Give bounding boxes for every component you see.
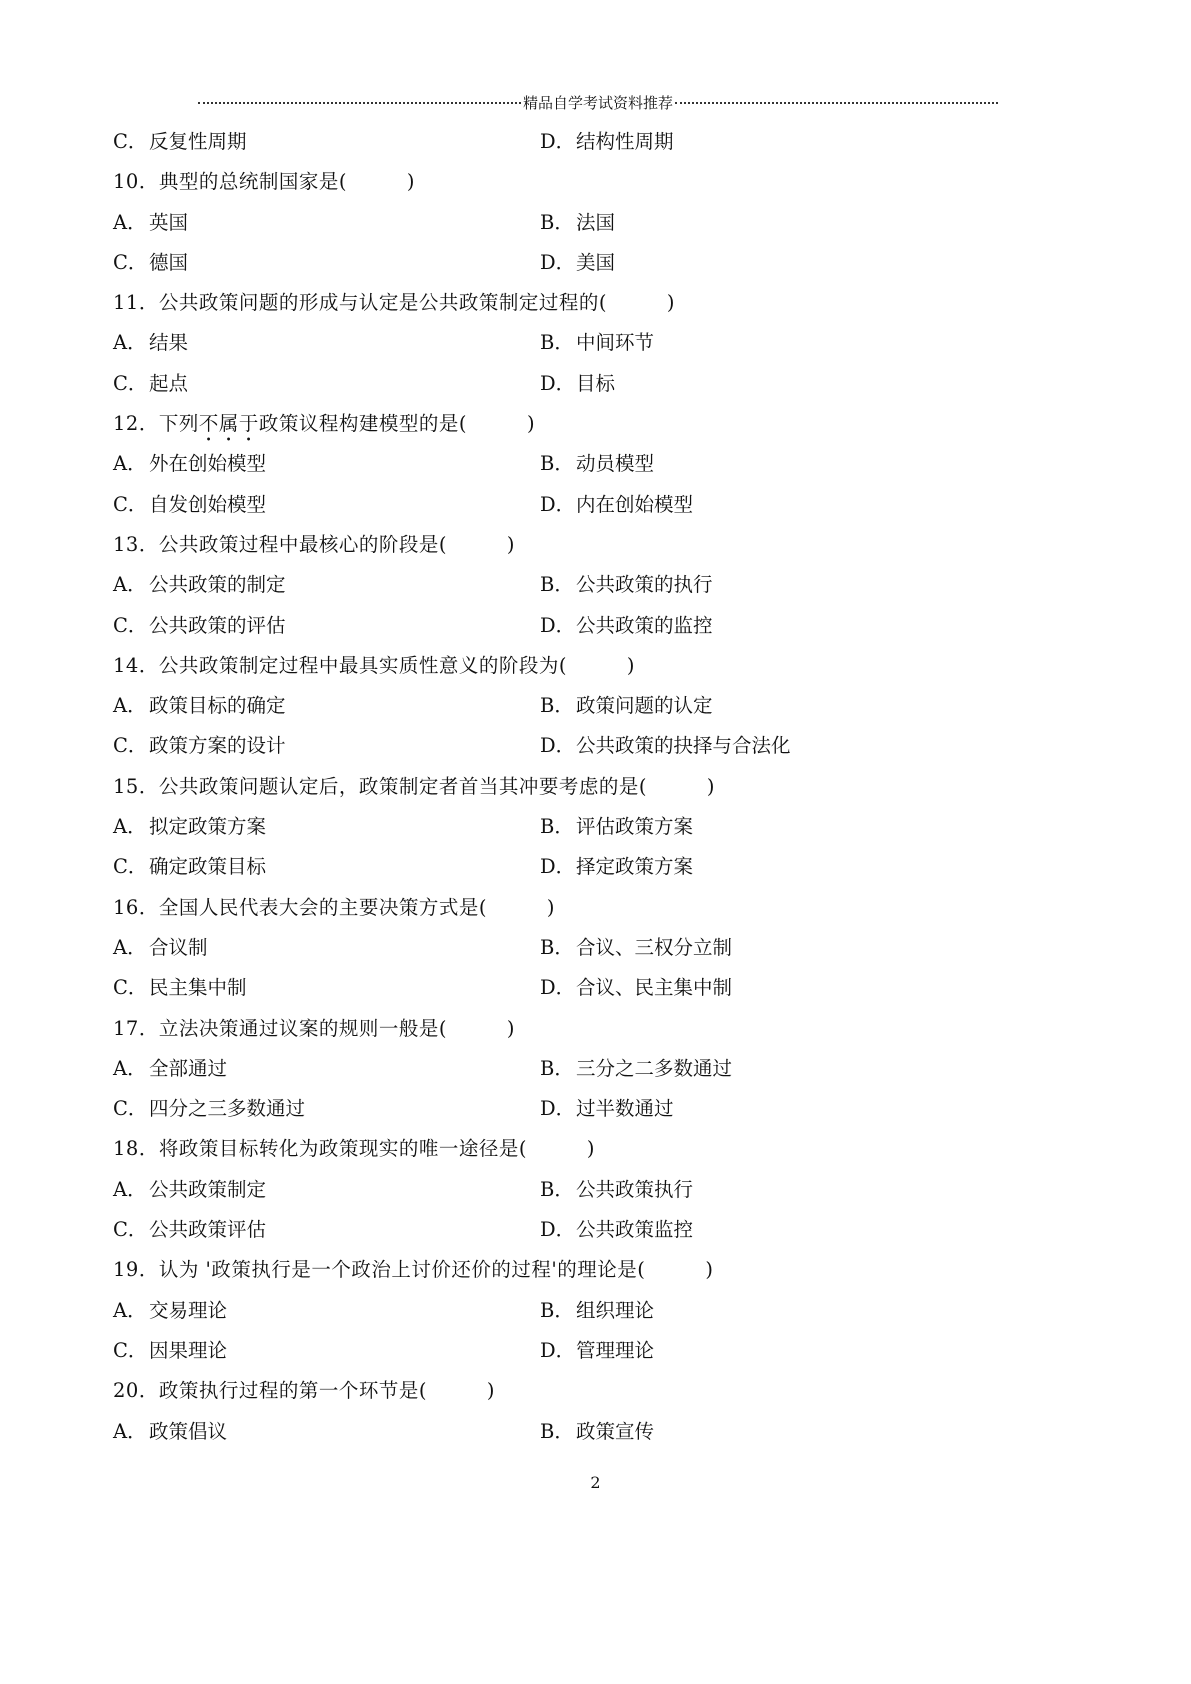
page-number: 2 (590, 1473, 601, 1492)
option-text: 管理理论 (576, 1338, 655, 1362)
option-letter: C． (113, 130, 148, 153)
option-left (113, 1331, 227, 1371)
question-row (113, 767, 1073, 807)
option-text: 结构性周期 (576, 130, 674, 153)
question-text: 将政策目标转化为政策现实的唯一途径是( ) (158, 1137, 596, 1161)
option-text: 交易理论 (149, 1298, 228, 1322)
question-row (113, 1371, 1073, 1411)
option-letter: B． (540, 573, 574, 597)
option-left (113, 323, 188, 363)
question-text: 立法决策通过议案的规则一般是( ) (158, 1016, 516, 1040)
question-number: 14． (113, 653, 159, 677)
option-letter: B． (540, 935, 574, 959)
option-row (113, 364, 1073, 404)
option-letter: C． (113, 613, 148, 637)
option-left (113, 444, 266, 484)
option-row (113, 243, 1073, 283)
option-letter: D． (540, 1097, 576, 1121)
option-left (113, 122, 247, 162)
option-left (113, 1049, 227, 1089)
question-number: 12． (113, 412, 159, 436)
option-letter: B． (540, 1419, 574, 1443)
option-letter: A． (113, 210, 147, 234)
option-right (540, 364, 615, 404)
option-letter: C． (113, 250, 148, 274)
question-text: 公共政策问题认定后，政策制定者首当其冲要考虑的是( ) (158, 774, 716, 798)
question-row (113, 162, 1073, 202)
option-left (113, 203, 188, 243)
question-text-pre: 下列 (158, 412, 199, 436)
option-letter: D． (540, 492, 576, 516)
option-text: 法国 (576, 210, 616, 234)
option-left (113, 968, 247, 1008)
option-right (540, 323, 654, 363)
option-text: 英国 (149, 210, 189, 234)
question-number: 19． (113, 1258, 159, 1282)
option-text: 合议、三权分立制 (576, 935, 733, 959)
option-row (113, 1210, 1073, 1250)
option-left (113, 1210, 266, 1250)
option-right (540, 1210, 693, 1250)
option-right (540, 565, 713, 605)
option-letter: B． (540, 815, 574, 839)
option-text: 政策宣传 (576, 1419, 655, 1443)
option-text: 民主集中制 (149, 976, 247, 1000)
option-right (540, 1170, 693, 1210)
question-number: 18． (113, 1137, 159, 1161)
option-row (113, 485, 1073, 525)
option-row (113, 807, 1073, 847)
option-right (540, 686, 713, 726)
option-letter: C． (113, 1218, 148, 1242)
option-letter: D． (540, 734, 576, 758)
option-text: 择定政策方案 (576, 855, 694, 879)
option-text: 美国 (576, 250, 616, 274)
option-text: 公共政策评估 (149, 1218, 267, 1242)
option-right (540, 1412, 654, 1452)
option-row (113, 847, 1073, 887)
option-text: 公共政策监控 (576, 1218, 694, 1242)
option-text: 评估政策方案 (576, 815, 694, 839)
option-text: 政策倡议 (149, 1419, 228, 1443)
option-right (540, 726, 791, 766)
option-letter: C． (113, 492, 148, 516)
option-row (113, 565, 1073, 605)
option-letter: B． (540, 331, 574, 355)
option-letter: B． (540, 1177, 574, 1201)
option-letter: D． (540, 613, 576, 637)
question-row (113, 404, 1073, 444)
option-letter: C． (113, 976, 148, 1000)
option-letter: A． (113, 573, 147, 597)
question-number: 11． (113, 291, 159, 315)
option-text: 德国 (149, 250, 189, 274)
option-right (540, 203, 615, 243)
question-list (113, 122, 1073, 1452)
option-letter: A． (113, 935, 147, 959)
option-row (113, 1049, 1073, 1089)
option-letter: B． (540, 210, 574, 234)
option-letter: A． (113, 1177, 147, 1201)
question-text: 全国人民代表大会的主要决策方式是( ) (158, 895, 556, 919)
option-text: 合议制 (149, 935, 208, 959)
option-text: 公共政策的抉择与合法化 (576, 734, 791, 758)
question-row (113, 1009, 1073, 1049)
question-number: 13． (113, 532, 159, 556)
question-text: 典型的总统制国家是( ) (158, 170, 416, 194)
option-text: 内在创始模型 (576, 492, 694, 516)
option-letter: A． (113, 1419, 147, 1443)
option-text: 三分之二多数通过 (576, 1056, 733, 1080)
question-text: 公共政策问题的形成与认定是公共政策制定过程的( ) (158, 291, 676, 315)
option-letter: A． (113, 452, 147, 476)
question-text: 政策执行过程的第一个环节是( ) (158, 1379, 496, 1403)
option-text: 全部通过 (149, 1056, 228, 1080)
option-text: 公共政策执行 (576, 1177, 694, 1201)
option-letter: D． (540, 371, 576, 395)
option-left (113, 686, 286, 726)
option-letter: D． (540, 250, 576, 274)
option-text: 反复性周期 (149, 130, 247, 153)
question-row (113, 525, 1073, 565)
option-text: 公共政策制定 (149, 1177, 267, 1201)
option-letter: A． (113, 331, 147, 355)
option-right (540, 606, 713, 646)
option-text: 公共政策的制定 (149, 573, 286, 597)
option-text: 起点 (149, 371, 189, 395)
question-number: 20． (113, 1379, 159, 1403)
option-right (540, 243, 615, 283)
option-right (540, 444, 654, 484)
option-row (113, 203, 1073, 243)
page-header (198, 90, 998, 114)
option-left (113, 1089, 305, 1129)
question-text: 认为 '政策执行是一个政治上讨价还价的过程'的理论是( ) (158, 1258, 714, 1282)
option-letter: D． (540, 855, 576, 879)
option-text: 中间环节 (576, 331, 655, 355)
question-row (113, 888, 1073, 928)
option-row (113, 444, 1073, 484)
option-row (113, 606, 1073, 646)
option-text: 动员模型 (576, 452, 655, 476)
question-number: 16． (113, 895, 159, 919)
question-row (113, 646, 1073, 686)
option-row (113, 1170, 1073, 1210)
question-text: 公共政策过程中最核心的阶段是( ) (158, 532, 516, 556)
option-letter: B． (540, 452, 574, 476)
option-left (113, 565, 286, 605)
option-row (113, 928, 1073, 968)
option-text: 过半数通过 (576, 1097, 674, 1121)
option-right (540, 1089, 674, 1129)
question-number: 15． (113, 774, 159, 798)
option-right (540, 1331, 654, 1371)
question-number: 17． (113, 1016, 159, 1040)
option-right (540, 928, 732, 968)
option-left (113, 1412, 227, 1452)
option-row (113, 1331, 1073, 1371)
option-row (113, 1412, 1073, 1452)
option-letter: C． (113, 734, 148, 758)
option-row (113, 323, 1073, 363)
option-text: 政策问题的认定 (576, 694, 713, 718)
option-right (540, 1291, 654, 1331)
header-dots-right (675, 102, 998, 104)
question-row (113, 1129, 1073, 1169)
option-letter: C． (113, 371, 148, 395)
option-right (540, 122, 674, 162)
question-row (113, 1250, 1073, 1290)
option-text: 组织理论 (576, 1298, 655, 1322)
option-letter: C． (113, 1097, 148, 1121)
option-letter: A． (113, 1298, 147, 1322)
option-text: 政策目标的确定 (149, 694, 286, 718)
option-left (113, 928, 208, 968)
header-dots-left (198, 102, 521, 104)
option-text: 四分之三多数通过 (149, 1097, 306, 1121)
question-number: 10． (113, 170, 159, 194)
option-row (113, 1089, 1073, 1129)
option-left (113, 1291, 227, 1331)
option-left (113, 485, 266, 525)
option-text: 公共政策的监控 (576, 613, 713, 637)
option-row (113, 1291, 1073, 1331)
option-text: 公共政策的执行 (576, 573, 713, 597)
header-title: 精品自学考试资料推荐 (523, 93, 674, 112)
option-text: 拟定政策方案 (149, 815, 267, 839)
option-left (113, 364, 188, 404)
option-letter: D． (540, 130, 576, 153)
option-text: 结果 (149, 331, 189, 355)
option-text: 确定政策目标 (149, 855, 267, 879)
option-row (113, 686, 1073, 726)
option-text: 外在创始模型 (149, 452, 267, 476)
question-text-emphasis: 不属于 (198, 412, 259, 436)
option-left (113, 807, 266, 847)
option-text: 政策方案的设计 (149, 734, 286, 758)
option-row (113, 968, 1073, 1008)
option-left (113, 726, 286, 766)
option-letter: C． (113, 855, 148, 879)
option-text: 公共政策的评估 (149, 613, 286, 637)
question-text: 公共政策制定过程中最具实质性意义的阶段为( ) (158, 653, 636, 677)
option-text: 目标 (576, 371, 616, 395)
option-letter: B． (540, 694, 574, 718)
option-text: 因果理论 (149, 1338, 228, 1362)
option-row (113, 726, 1073, 766)
option-letter: D． (540, 1338, 576, 1362)
option-right (540, 485, 693, 525)
option-letter: C． (113, 1338, 148, 1362)
option-left (113, 243, 188, 283)
option-right (540, 1049, 732, 1089)
option-text: 合议、民主集中制 (576, 976, 733, 1000)
option-row (113, 122, 1073, 162)
option-letter: B． (540, 1056, 574, 1080)
option-letter: B． (540, 1298, 574, 1322)
option-right (540, 968, 732, 1008)
question-text-post: 政策议程构建模型的是( ) (258, 412, 536, 436)
option-letter: A． (113, 694, 147, 718)
option-letter: A． (113, 815, 147, 839)
option-letter: A． (113, 1056, 147, 1080)
option-letter: D． (540, 1218, 576, 1242)
option-left (113, 1170, 266, 1210)
option-text: 自发创始模型 (149, 492, 267, 516)
option-right (540, 847, 693, 887)
option-left (113, 606, 286, 646)
question-row (113, 283, 1073, 323)
option-right (540, 807, 693, 847)
option-letter: D． (540, 976, 576, 1000)
option-left (113, 847, 266, 887)
